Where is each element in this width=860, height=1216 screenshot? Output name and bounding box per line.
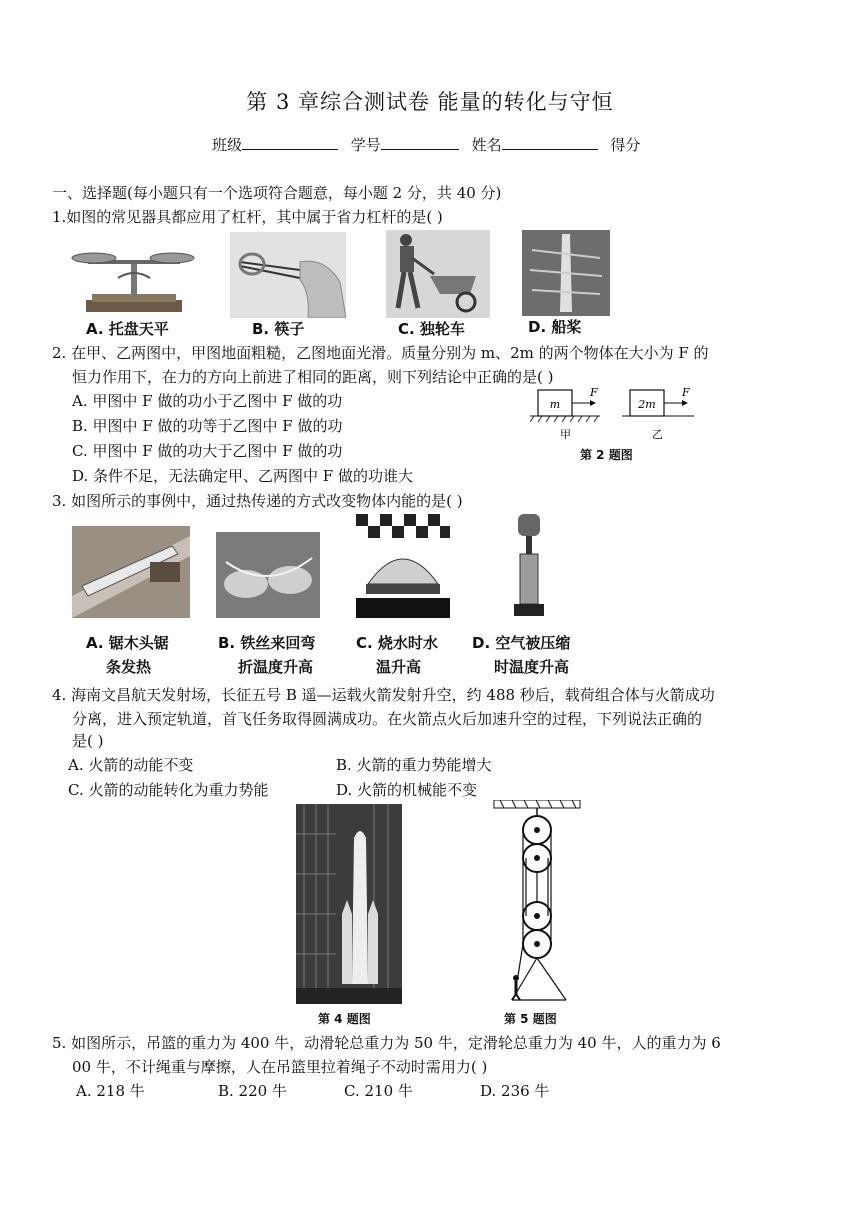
q2-mass-yi: 2m xyxy=(638,398,656,411)
q4-figure-caption: 第 4 题图 xyxy=(318,1012,371,1026)
q4-stem-line1: 4. 海南文昌航天发射场，长征五号 B 遥—运载火箭发射升空，约 488 秒后，载荷组合体与火箭成功 xyxy=(52,686,715,704)
q5-stem-line1: 5. 如图所示，吊篮的重力为 400 牛，动滑轮总重力为 50 牛，定滑轮总重力为 40 牛，人的重力为 6 xyxy=(52,1034,721,1052)
q2-figure-caption: 第 2 题图 xyxy=(580,448,633,462)
bending-wire-image xyxy=(216,532,320,618)
q5-option-a: A. 218 牛 xyxy=(76,1082,145,1100)
balance-scale-image xyxy=(68,238,198,316)
q3-caption-d-line1: D. 空气被压缩 xyxy=(472,634,571,652)
q3-caption-d-line2: 时温度升高 xyxy=(494,658,570,676)
q2-label-yi: 乙 xyxy=(652,428,663,441)
wheelbarrow-image xyxy=(386,230,490,318)
q3-caption-a-line1: A. 锯木头锯 xyxy=(86,634,169,652)
q4-stem-line3: 是( ) xyxy=(72,732,104,750)
q2-stem-line2: 恒力作用下，在力的方向上前进了相同的距离，则下列结论中正确的是( ) xyxy=(72,368,554,386)
q2-force-yi: F xyxy=(682,386,690,399)
rocket-launch-image xyxy=(296,804,402,1004)
class-label: 班级 xyxy=(212,136,243,154)
q1-caption-c: C. 独轮车 xyxy=(398,320,465,338)
q1-caption-d: D. 船桨 xyxy=(528,318,582,336)
id-label: 学号 xyxy=(350,136,381,154)
student-info-row xyxy=(212,134,640,155)
q3-caption-c-line1: C. 烧水时水 xyxy=(356,634,438,652)
q2-option-c: C. 甲图中 F 做的功大于乙图中 F 做的功 xyxy=(72,442,343,460)
q2-force-jia: F xyxy=(590,386,598,399)
q5-figure-caption: 第 5 题图 xyxy=(504,1012,557,1026)
q3-stem: 3. 如图所示的事例中，通过热传递的方式改变物体内能的是( ) xyxy=(52,492,463,510)
q5-option-b: B. 220 牛 xyxy=(218,1082,287,1100)
q5-option-d: D. 236 牛 xyxy=(480,1082,550,1100)
id-blank xyxy=(381,135,459,150)
q4-option-d: D. 火箭的机械能不变 xyxy=(336,781,478,799)
q5-option-c: C. 210 牛 xyxy=(344,1082,413,1100)
q2-stem-line1: 2. 在甲、乙两图中，甲图地面粗糙，乙图地面光滑。质量分别为 m、2m 的两个物体在大小为 F 的 xyxy=(52,344,709,362)
q2-mass-jia: m xyxy=(549,398,561,411)
q4-option-b: B. 火箭的重力势能增大 xyxy=(336,756,492,774)
q3-caption-a-line2: 条发热 xyxy=(106,658,152,676)
air-compression-image xyxy=(506,514,554,618)
q4-stem-line2: 分离，进入预定轨道，首飞任务取得圆满成功。在火箭点火后加速升空的过程，下列说法正确的 xyxy=(72,710,703,728)
boiling-water-image xyxy=(356,514,450,618)
score-label: 得分 xyxy=(610,136,641,154)
name-label: 姓名 xyxy=(471,136,502,154)
q3-caption-b-line1: B. 铁丝来回弯 xyxy=(218,634,316,652)
q4-option-a: A. 火箭的动能不变 xyxy=(68,756,194,774)
q1-stem: 1.如图的常见器具都应用了杠杆，其中属于省力杠杆的是( ) xyxy=(52,208,443,226)
name-blank xyxy=(502,135,598,150)
q2-option-a: A. 甲图中 F 做的功小于乙图中 F 做的功 xyxy=(72,392,343,410)
q2-label-jia: 甲 xyxy=(560,428,571,441)
page-title: 第 3 章综合测试卷 能量的转化与守恒 xyxy=(246,90,614,114)
q1-caption-a: A. 托盘天平 xyxy=(86,320,169,338)
q4-option-c: C. 火箭的动能转化为重力势能 xyxy=(68,781,269,799)
pulley-system-image xyxy=(490,800,590,1004)
sawing-wood-image xyxy=(72,526,190,618)
rowing-boat-image xyxy=(522,230,610,316)
chopsticks-image xyxy=(230,232,346,318)
q3-caption-c-line2: 温升高 xyxy=(376,658,422,676)
q5-stem-line2: 00 牛，不计绳重与摩擦，人在吊篮里拉着绳子不动时需用力( ) xyxy=(72,1058,488,1076)
section-heading: 一、选择题(每小题只有一个选项符合题意，每小题 2 分，共 40 分) xyxy=(52,184,502,202)
q1-caption-b: B. 筷子 xyxy=(252,320,305,338)
class-blank xyxy=(242,135,338,150)
q2-option-d: D. 条件不足，无法确定甲、乙两图中 F 做的功谁大 xyxy=(72,467,413,485)
q3-caption-b-line2: 折温度升高 xyxy=(238,658,314,676)
q2-option-b: B. 甲图中 F 做的功等于乙图中 F 做的功 xyxy=(72,417,343,435)
